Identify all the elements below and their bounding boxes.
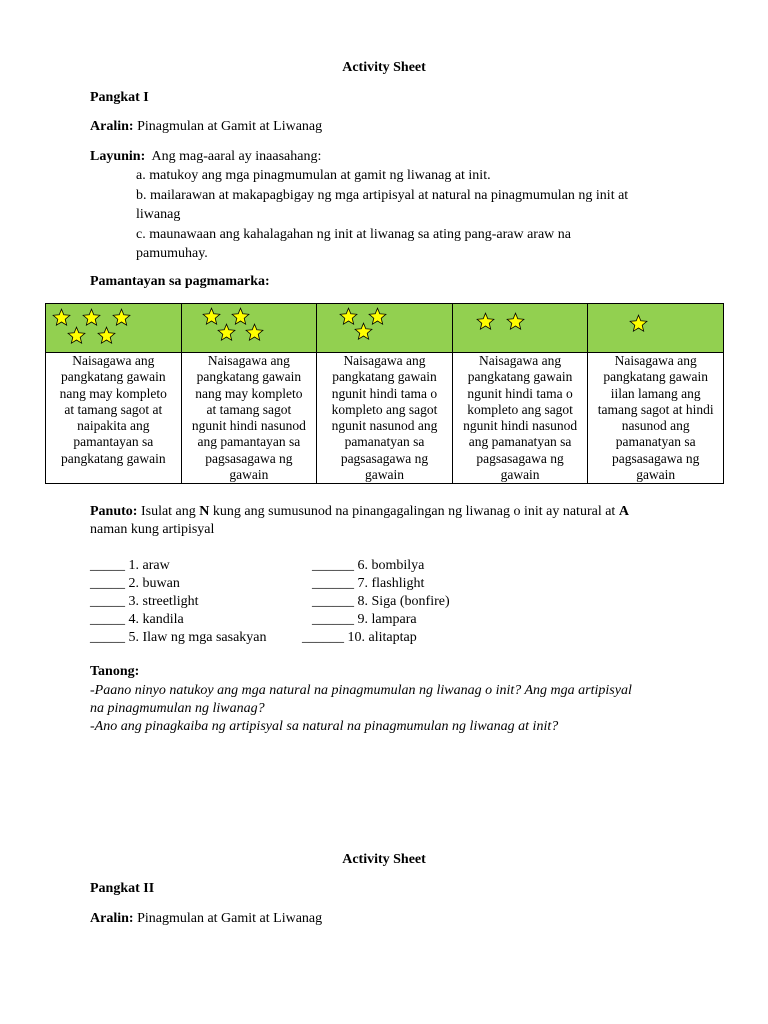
list-item: ______ 10. alitaptap <box>302 630 417 645</box>
sheet1-title: Activity Sheet <box>342 60 426 75</box>
star-icon <box>82 308 101 327</box>
list-item: _____ 4. kandila <box>90 612 184 627</box>
star-icon <box>629 314 648 333</box>
star-icon <box>354 322 373 341</box>
sheet1-group: Pangkat I <box>90 90 149 105</box>
star-icon <box>67 326 86 345</box>
list-item: _____ 3. streetlight <box>90 594 199 609</box>
rubric-desc-4: Naisagawa ang pangkatang gawain nang may kompleto at tamang sagot ngunit hindi nasunod ang pamantayan sa pagsasagawa ng gawain <box>181 353 317 484</box>
lesson-label: Aralin: <box>90 911 134 926</box>
lesson-label: Aralin: <box>90 119 134 134</box>
rubric-desc-3: Naisagawa ang pangkatang gawain ngunit hindi tama o kompleto ang sagot ngunit nasunod ang pamanatyan sa pagsasagawa ng gawain <box>317 353 453 484</box>
sheet1-lesson <box>90 118 322 136</box>
star-icon <box>476 312 495 331</box>
objective-c: c. maunawaan ang kahalagahan ng init at liwanag sa ating pang-araw araw na <box>136 227 571 242</box>
list-item: ______ 8. Siga (bonfire) <box>312 594 450 609</box>
questions-heading: Tanong: <box>90 664 140 679</box>
sheet2-title: Activity Sheet <box>342 852 426 867</box>
instructions: Panuto: Isulat ang N kung ang sumusunod na pinangagalingan ng liwanag o init ay natural at A <box>90 504 629 519</box>
sheet2-group: Pangkat II <box>90 881 155 896</box>
star-icon <box>112 308 131 327</box>
question-1-cont: na pinagmumulan ng liwanag? <box>90 701 265 716</box>
list-item: ______ 6. bombilya <box>312 558 425 573</box>
star-icon <box>506 312 525 331</box>
rubric-stars-cell-2 <box>452 304 588 353</box>
rubric-desc-row <box>46 353 724 484</box>
objectives-heading <box>90 148 321 166</box>
rubric-desc-2: Naisagawa ang pangkatang gawain ngunit hindi tama o kompleto ang sagot ngunit hindi nasunod ang pamanatyan sa pagsasagawa ng gawain <box>452 353 588 484</box>
rubric-stars-cell-5 <box>46 304 182 353</box>
instructions-cont: naman kung artipisyal <box>90 522 215 537</box>
star-icon <box>97 326 116 345</box>
list-item: ______ 7. flashlight <box>312 576 425 591</box>
rubric-stars-cell-1 <box>588 304 724 353</box>
rubric-heading: Pamantayan sa pagmamarka: <box>90 274 270 289</box>
star-icon <box>217 323 236 342</box>
objective-c-cont: pamumuhay. <box>136 246 208 261</box>
rubric-stars-row <box>46 304 724 353</box>
question-2: -Ano ang pinagkaiba ng artipisyal sa natural na pinagmumulan ng liwanag at init? <box>90 719 559 734</box>
objectives-label: Layunin: <box>90 149 146 164</box>
lesson-text: Pinagmulan at Gamit at Liwanag <box>137 911 323 926</box>
objective-a: a. matukoy ang mga pinagmumulan at gamit ng liwanag at init. <box>136 168 491 183</box>
instructions-label: Panuto: <box>90 504 138 519</box>
lesson-text: Pinagmulan at Gamit at Liwanag <box>137 119 323 134</box>
rubric-desc-1: Naisagawa ang pangkatang gawain iilan lamang ang tamang sagot at hindi nasunod ang pamanatyan sa pagsasagawa ng gawain <box>588 353 724 484</box>
list-item: _____ 5. Ilaw ng mga sasakyan <box>90 630 267 645</box>
rubric-table <box>45 303 724 484</box>
question-1: -Paano ninyo natukoy ang mga natural na pinagmumulan ng liwanag o init? Ang mga artipisyal <box>90 683 632 698</box>
objective-b-cont: liwanag <box>136 207 181 222</box>
objective-b: b. mailarawan at makapagbigay ng mga artipisyal at natural na pinagmumulan ng init at <box>136 188 629 203</box>
rubric-stars-cell-4 <box>181 304 317 353</box>
rubric-stars-cell-3 <box>317 304 453 353</box>
list-item: ______ 9. lampara <box>312 612 417 627</box>
star-icon <box>52 308 71 327</box>
list-item: _____ 1. araw <box>90 558 170 573</box>
sheet2-lesson <box>90 910 322 928</box>
star-icon <box>245 323 264 342</box>
rubric-desc-5: Naisagawa ang pangkatang gawain nang may kompleto at tamang sagot at naipakita ang pamantayan sa pangkatang gawain <box>46 353 182 484</box>
objectives-intro: Ang mag-aaral ay inaasahang: <box>151 149 322 164</box>
list-item: _____ 2. buwan <box>90 576 180 591</box>
